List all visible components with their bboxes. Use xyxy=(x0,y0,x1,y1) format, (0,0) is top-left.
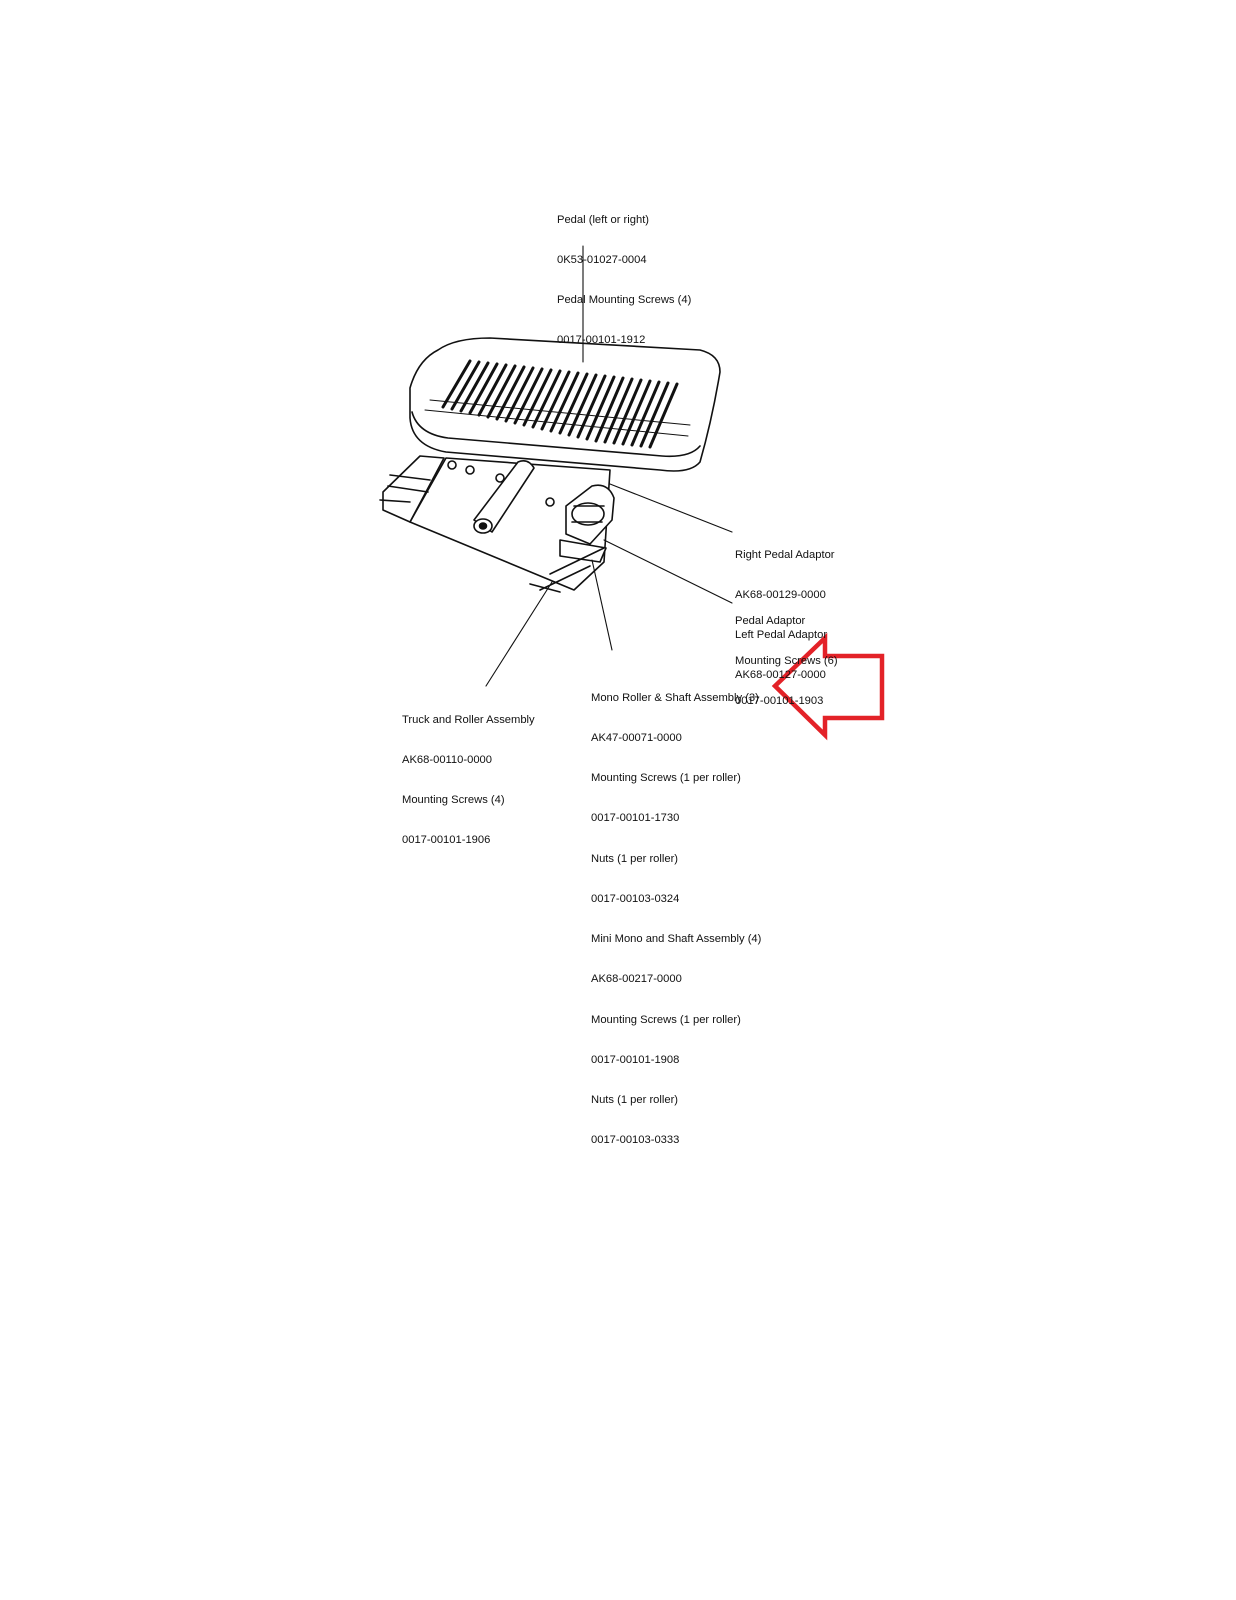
callout-line: 0017-00101-1912 xyxy=(557,334,646,347)
callout-line: Pedal Adaptor xyxy=(735,614,806,627)
truck-roller-callout xyxy=(402,687,535,861)
callout-line: Right Pedal Adaptor xyxy=(735,548,835,561)
callout-line: 0017-00103-0324 xyxy=(591,892,680,905)
callout-line: AK68-00217-0000 xyxy=(591,973,682,986)
callout-line: AK68-00129-0000 xyxy=(735,589,826,602)
callout-line: AK68-00127-0000 xyxy=(735,669,826,682)
pedal-callout xyxy=(557,187,691,361)
callout-line: 0017-00101-1903 xyxy=(735,695,824,708)
mono-roller-callout xyxy=(591,665,761,1161)
callout-line: 0017-00101-1906 xyxy=(402,834,491,847)
callout-line: Left Pedal Adaptor xyxy=(735,629,828,642)
callout-line: Mounting Screws (6) xyxy=(735,655,838,668)
callout-line: Nuts (1 per roller) xyxy=(591,1094,679,1106)
callout-line: Mini Mono and Shaft Assembly (4) xyxy=(591,933,762,946)
callout-line: Truck and Roller Assembly xyxy=(402,713,535,726)
callout-line: Mono Roller & Shaft Assembly (3) xyxy=(591,691,759,704)
callout-line: 0K53-01027-0004 xyxy=(557,254,647,267)
callout-line: Nuts (1 per roller) xyxy=(591,852,679,865)
callout-line: 0017-00101-1908 xyxy=(591,1053,680,1066)
callout-line: AK47-00071-0000 xyxy=(591,732,682,745)
callout-line: AK68-00110-0000 xyxy=(402,754,492,767)
callout-line: Mounting Screws (1 per roller) xyxy=(591,1013,741,1026)
callout-line: Pedal (left or right) xyxy=(557,213,650,226)
callout-line: 0017-00101-1730 xyxy=(591,812,680,825)
callout-line: Mounting Screws (1 per roller) xyxy=(591,772,741,785)
callout-line: 0017-00103-0333 xyxy=(591,1134,680,1147)
callout-line: Pedal Mounting Screws (4) xyxy=(557,294,692,307)
callout-line: Mounting Screws (4) xyxy=(402,794,505,807)
